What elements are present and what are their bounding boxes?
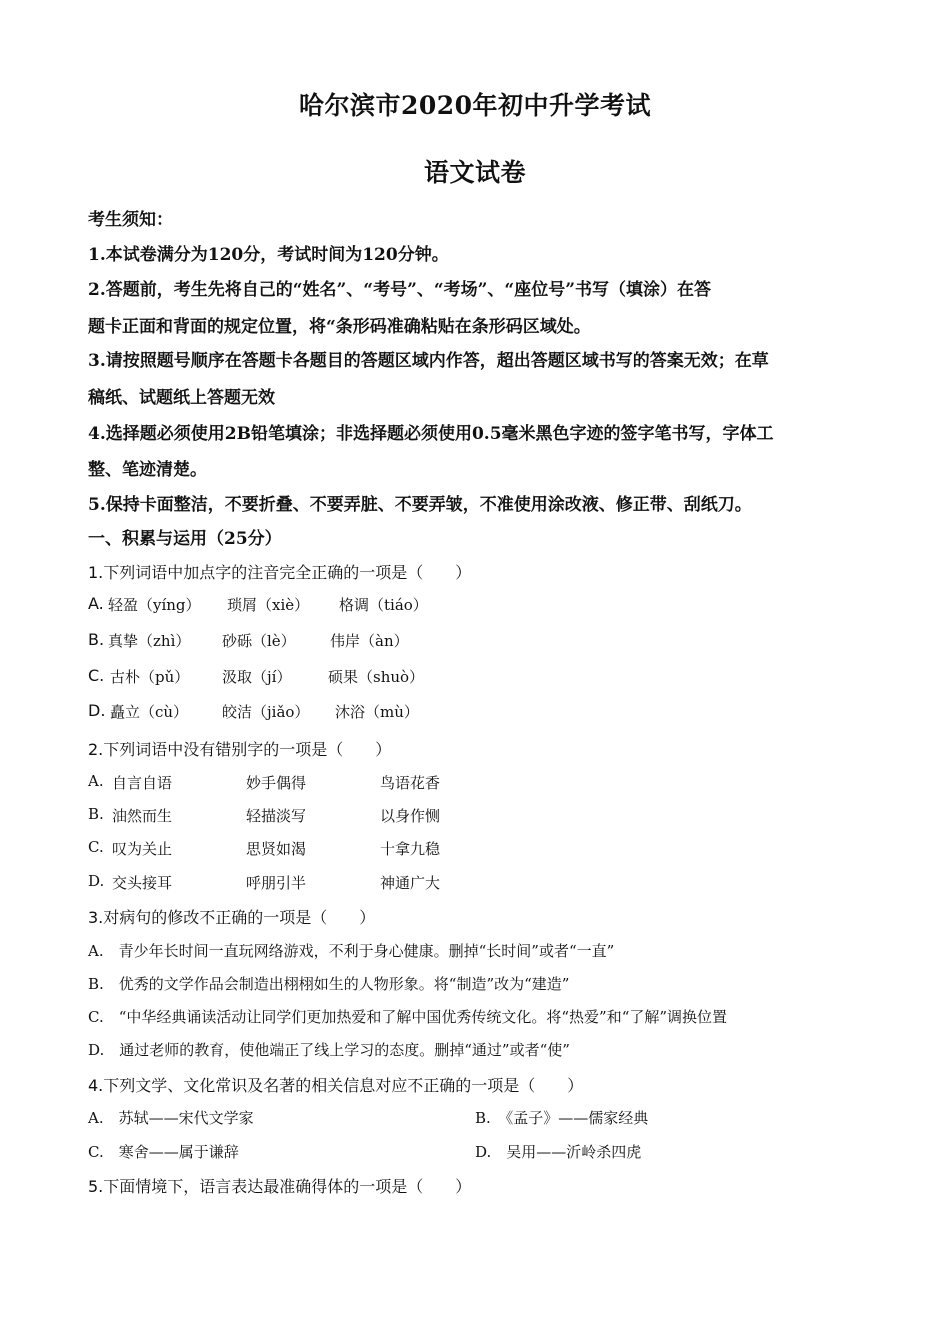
option-letter: A.	[88, 772, 104, 790]
option-word-1: 叹为关止	[112, 840, 173, 858]
notice-line-4b: 整、笔迹清楚。	[88, 460, 207, 480]
option-letter: B.	[88, 630, 105, 649]
notice-line-2a: 2.答题前，考生先将自己的“姓名”、“考号”、“考场”、“座位号”书写（填涂）在答	[88, 280, 711, 300]
option-word-3: 以身作恻	[380, 807, 441, 825]
option-word-3: 神通广大	[380, 874, 441, 892]
option-word-1: 矗立（cù）	[110, 703, 189, 721]
question-4-option-c: C. 寒舍——属于谦辞	[88, 1143, 239, 1161]
notice-line-4a: 4.选择题必须使用2B铅笔填涂；非选择题必须使用0.5毫米黑色字迹的签字笔书写，字体工	[88, 424, 774, 444]
option-word-2: 轻描淡写	[246, 807, 307, 825]
option-word-3: 硕果（shuò）	[328, 668, 425, 686]
option-letter: C.	[88, 666, 105, 685]
notice-line-2b: 题卡正面和背面的规定位置，将“条形码准确粘贴在条形码区域处。	[88, 317, 591, 337]
option-word-1: 古朴（pǔ）	[110, 668, 190, 686]
section-heading: 一、积累与运用（25分）	[88, 529, 282, 549]
option-word-2: 思贤如渴	[246, 840, 307, 858]
question-2-stem: 2.下列词语中没有错别字的一项是（ ）	[88, 740, 392, 759]
question-4-option-a: A. 苏轼——宋代文学家	[88, 1109, 254, 1127]
exam-subtitle: 语文试卷	[423, 158, 526, 187]
option-word-3: 伟岸（àn）	[330, 632, 409, 650]
option-word-3: 十拿九稳	[380, 840, 441, 858]
question-3-stem: 3.对病句的修改不正确的一项是（ ）	[88, 908, 376, 927]
notice-line-5: 5.保持卡面整洁，不要折叠、不要弄脏、不要弄皱，不准使用涂改液、修正带、刮纸刀。	[88, 495, 752, 515]
question-4-option-d: D. 吴用——沂岭杀四虎	[475, 1143, 642, 1161]
option-letter: D.	[88, 701, 106, 720]
option-word-3: 格调（tiáo）	[339, 596, 428, 614]
question-3-option-d: D. 通过老师的教育，使他端正了线上学习的态度。删掉“通过”或者“使”	[88, 1041, 570, 1059]
option-word-1: 油然而生	[112, 807, 173, 825]
option-word-1: 轻盈（yíng）	[108, 596, 201, 614]
option-letter: C.	[88, 838, 104, 856]
option-word-1: 交头接耳	[112, 874, 173, 892]
question-4-stem: 4.下列文学、文化常识及名著的相关信息对应不正确的一项是（ ）	[88, 1076, 584, 1095]
option-word-2: 呼朋引半	[246, 874, 307, 892]
option-word-2: 皎洁（jiǎo）	[222, 703, 310, 721]
option-letter: B.	[88, 805, 104, 823]
question-4-option-b: B. 《孟子》——儒家经典	[475, 1109, 649, 1127]
option-word-2: 砂砾（lè）	[222, 632, 296, 650]
question-3-option-c: C. “中华经典诵读活动让同学们更加热爱和了解中国优秀传统文化。将“热爱”和“了解”调换位置	[88, 1008, 728, 1026]
option-word-2: 琐屑（xiè）	[227, 596, 310, 614]
question-5-stem: 5.下面情境下，语言表达最准确得体的一项是（ ）	[88, 1177, 472, 1196]
question-1-stem: 1.下列词语中加点字的注音完全正确的一项是（ ）	[88, 563, 472, 582]
notice-line-3a: 3.请按照题号顺序在答题卡各题目的答题区域内作答，超出答题区域书写的答案无效；在草	[88, 351, 769, 371]
question-3-option-a: A. 青少年长时间一直玩网络游戏，不利于身心健康。删掉“长时间”或者“一直”	[88, 942, 615, 960]
option-letter: D.	[88, 872, 105, 890]
option-word-3: 鸟语花香	[380, 774, 441, 792]
option-letter: A.	[88, 594, 104, 613]
notice-heading: 考生须知：	[88, 210, 173, 230]
exam-title: 哈尔滨市2020年初中升学考试	[298, 91, 652, 120]
option-word-2: 汲取（jí）	[222, 668, 292, 686]
notice-line-3b: 稿纸、试题纸上答题无效	[88, 388, 275, 408]
option-word-1: 真挚（zhì）	[108, 632, 191, 650]
notice-line-1: 1.本试卷满分为120分，考试时间为120分钟。	[88, 245, 449, 265]
option-word-1: 自言自语	[112, 774, 173, 792]
option-word-2: 妙手偶得	[246, 774, 307, 792]
option-word-3: 沐浴（mù）	[335, 703, 419, 721]
question-3-option-b: B. 优秀的文学作品会制造出栩栩如生的人物形象。将“制造”改为“建造”	[88, 975, 570, 993]
